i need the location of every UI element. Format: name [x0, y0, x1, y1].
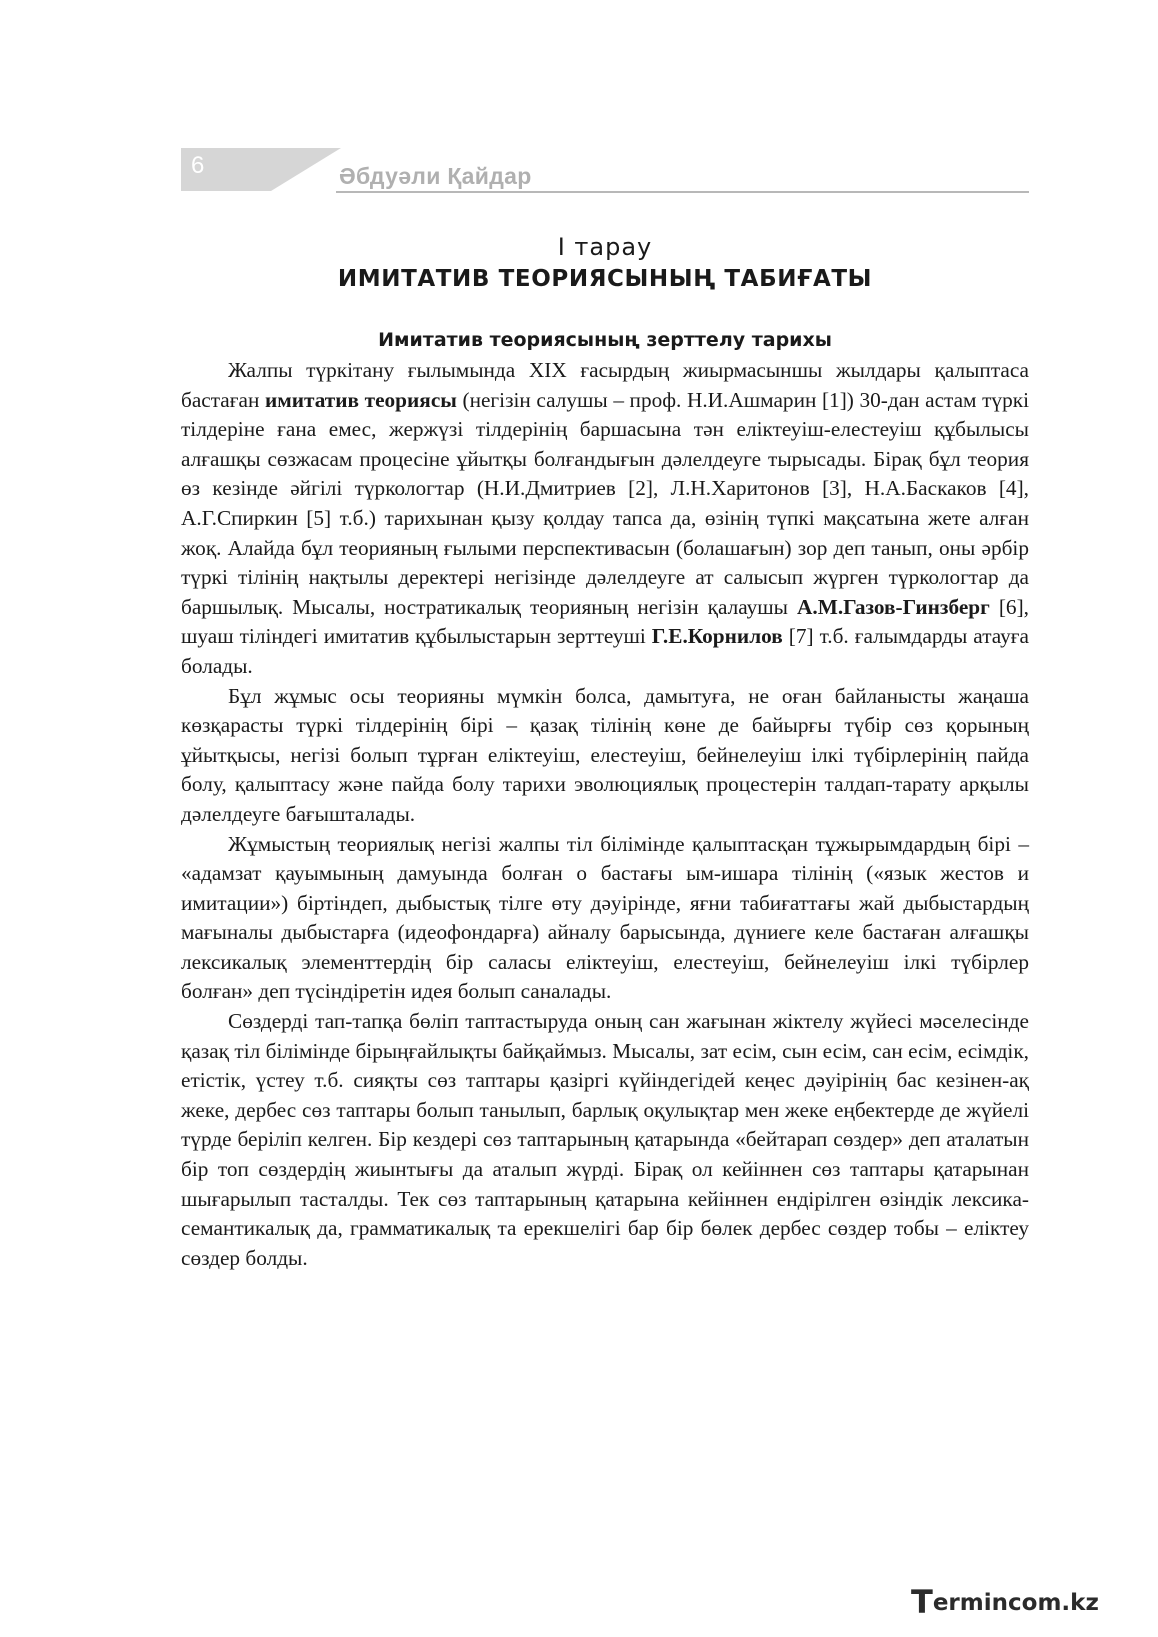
- paragraph-1: [181, 356, 1029, 682]
- watermark-text-2: m.kz: [1037, 1590, 1099, 1616]
- paragraph-2: Бұл жұмыс осы теорияны мүмкін болса, дамытуға, не оған байланысты жаңаша көзқарасты түркі тілдерінің бірі – қазақ тілінің көне де байырғы түбір сөз қорының ұйытқысы, негізі болып тұрған еліктеуіш, елестеуіш, бейнелеуіш ілкі түбірлерінің пайда болу, қалыптасу және пайда болу тарихи эволюциялық процестерін талдап-тарату арқылы дәлелдеуге бағышталады.: [181, 683, 1029, 826]
- termincom-watermark: [911, 1583, 1131, 1619]
- page-header: [181, 148, 1029, 194]
- page-tab-arrow: [271, 148, 341, 191]
- watermark-text-1: erminc: [932, 1590, 1022, 1616]
- watermark-o: o: [1021, 1590, 1038, 1616]
- chapter-label: I тарау: [557, 233, 653, 261]
- paragraph-1-text-2: (негізін салушы – проф. Н.И.Ашмарин [1]) 30-дан астам түркі тілдеріне ғана емес, жержүзі тілдерінің баршасына тән еліктеуіш-елестеуіш құбылысы алғашқы сөзжасам процесіне ұйытқы болғандығын дәлелдеуге тырысады. Бірақ бұл теория өз кезінде әйгілі түркологтар (Н.И.Дмитриев [2], Л.Н.Харитонов [3], Н.А.Баскаков [4], А.Г.Спиркин [5] т.б.) тарихынан қызу қолдау тапса да, өзінің түпкі мақсатына жете алған жоқ. Алайда бұл теорияның ғылыми перспективасын (болашағын) зор деп танып, оны әрбір түркі тілінің нақтылы деректері негізінде дәлелдеуге ат салысып жүрген түркологтар да баршылық. Мысалы, ностратикалық теорияның негізін қалаушы: [181, 387, 1029, 619]
- page-number: 6: [191, 152, 205, 179]
- author-gazov-ginzberg: А.М.Газов-Гинзберг: [797, 594, 990, 619]
- paragraph-1-text-1: Жалпы түркітану ғылымында ХІХ ғасырдың жиырмасыншы жылдары қалыптаса бастаған: [181, 358, 1029, 412]
- body-text: [181, 356, 1029, 1273]
- paragraph-4: Сөздерді тап-тапқа бөліп таптастыруда оның сан жағынан жіктелу жүйесі мәселесінде қазақ тіл білімінде бірыңғайлықты байқаймыз. Мысалы, зат есім, сын есім, сан есім, есімдік, етістік, үстеу т.б. сияқты сөз таптары қазіргі күйіндегідей кеңес дәуірінің бас кезінен-ақ жеке, дербес сөз таптары болып танылып, барлық оқулықтар мен жеке еңбектерде де жүйелі түрде беріліп келген. Бір кездері сөз таптарының қатарында «бейтарап сөздер» деп аталатын бір топ сөздердің жиынтығы да аталып жүрді. Бірақ ол кейіннен сөз таптары қатарынан шығарылып тасталды. Тек сөз таптарының қатарына кейіннен ендірілген өзіндік лексика-семантикалық да, грамматикалық та ерекшелігі бар бір бөлек дербес сөздер тобы – еліктеу сөздер болды.: [181, 1009, 1029, 1270]
- header-rule: [336, 191, 1029, 193]
- page-number-tab: [181, 148, 271, 191]
- paragraph-3: Жұмыстың теориялық негізі жалпы тіл білімінде қалыптасқан тұжырымдардың бірі – «адамзат қауымының дамуында болған о бастағы ым-ишара тілінің («язык жестов и имитации») біртіндеп, дыбыстық тілге өту дәуірінде, яғни табиғаттағы жай дыбыстардың мағыналы дыбыстарға (идеофондарға) айналу барысында, дүниеге келе бастаған алғашқы лексикалық элементтердің бір саласы еліктеуіш, елестеуіш, бейнелеуіш ілкі түбірлер болған» деп түсіндіретін идея болып саналады.: [181, 831, 1029, 1004]
- paragraph-1-text-3: [6], шуаш тіліндегі имитатив құбылыстарын зерттеуші: [181, 594, 1030, 649]
- paragraph-1-text-4: [7] т.б. ғалымдарды атауға болады.: [181, 624, 1029, 678]
- running-head-author: Әбдуәли Қайдар: [339, 163, 532, 189]
- watermark-first-letter: T: [911, 1583, 933, 1621]
- section-title: Имитатив теориясының зерттелу тарихы: [378, 329, 832, 351]
- chapter-title: ИМИТАТИВ ТЕОРИЯСЫНЫҢ ТАБИҒАТЫ: [337, 266, 873, 292]
- author-kornilov: Г.Е.Корнилов: [651, 624, 783, 649]
- term-imitative-theory: имитатив теориясы: [264, 387, 457, 412]
